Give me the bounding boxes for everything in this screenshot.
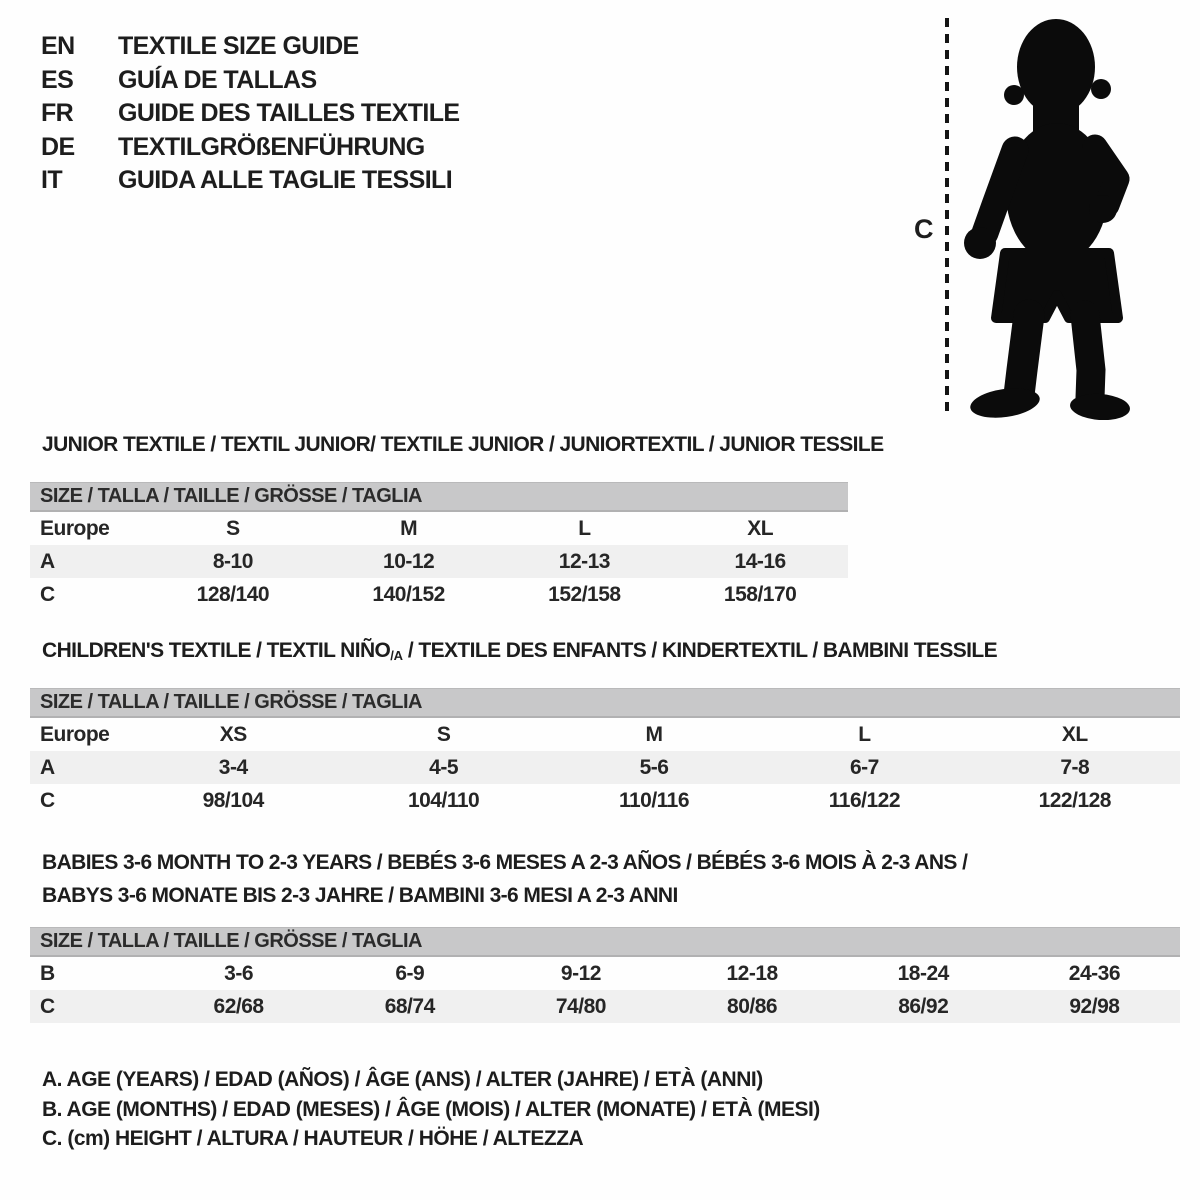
legend-line-age-months: B. AGE (MONTHS) / EDAD (MESES) / ÂGE (MOIS) / ALTER (MONATE) / ETÀ (MESI) [42, 1097, 820, 1121]
table-row-height [30, 990, 1180, 1023]
height-cell: 98/104 [202, 789, 264, 812]
size-cell: L [578, 517, 591, 540]
age-cell: 6-9 [395, 962, 425, 985]
height-cell: 122/128 [1038, 789, 1111, 812]
language-row-es [41, 64, 460, 98]
language-code: EN [41, 32, 75, 60]
size-cell: XL [747, 517, 774, 540]
height-cell: 140/152 [372, 583, 445, 606]
language-row-fr [41, 97, 460, 131]
age-cell: 7-8 [1060, 756, 1090, 779]
babies-section-title [42, 846, 967, 912]
row-label: Europe [40, 517, 110, 540]
row-label: B [40, 962, 55, 985]
row-label: C [40, 995, 55, 1018]
legend-line-age-years: A. AGE (YEARS) / EDAD (AÑOS) / ÂGE (ANS) / ALTER (JAHRE) / ETÀ (ANNI) [42, 1068, 763, 1091]
age-cell: 14-16 [734, 550, 786, 573]
legend-line-height: C. (cm) HEIGHT / ALTURA / HAUTEUR / HÖHE / ALTEZZA [42, 1127, 584, 1150]
table-row-age [30, 545, 848, 578]
children-section-title [42, 640, 997, 666]
height-cell: 92/98 [1069, 995, 1120, 1018]
height-cell: 86/92 [898, 995, 949, 1018]
size-cell: XS [219, 723, 247, 746]
language-list [41, 30, 460, 198]
height-cell: 116/122 [828, 789, 901, 812]
height-cell: 68/74 [384, 995, 435, 1018]
babies-title-line1: BABIES 3-6 MONTH TO 2-3 YEARS / BEBÉS 3-6 MESES A 2-3 AÑOS / BÉBÉS 3-6 MOIS À 2-3 ANS / [42, 851, 968, 874]
size-header-bar: SIZE / TALLA / TAILLE / GRÖSSE / TAGLIA [30, 688, 1180, 718]
height-cell: 104/110 [407, 789, 480, 812]
children-title-text: CHILDREN'S TEXTILE / TEXTIL NIÑO [42, 639, 391, 662]
row-label: C [40, 583, 55, 606]
age-cell: 3-6 [224, 962, 253, 985]
age-cell: 9-12 [560, 962, 601, 985]
language-code: ES [41, 65, 74, 94]
size-header-bar: SIZE / TALLA / TAILLE / GRÖSSE / TAGLIA [30, 927, 1180, 957]
junior-section-title: JUNIOR TEXTILE / TEXTIL JUNIOR/ TEXTILE JUNIOR / JUNIORTEXTIL / JUNIOR TESSILE [42, 433, 884, 456]
children-title-text: / TEXTILE DES ENFANTS / KINDERTEXTIL / BAMBINI TESSILE [402, 639, 998, 662]
size-header-bar: SIZE / TALLA / TAILLE / GRÖSSE / TAGLIA [30, 482, 848, 512]
children-size-table [30, 688, 1180, 817]
age-cell: 6-7 [849, 756, 879, 779]
height-cell: 128/140 [196, 583, 270, 606]
toddler-silhouette-icon [945, 15, 1145, 420]
babies-title-line2: BABYS 3-6 MONATE BIS 2-3 JAHRE / BAMBINI 3-6 MESI A 2-3 ANNI [42, 884, 678, 907]
language-title: GUIDE DES TAILLES TEXTILE [118, 99, 460, 127]
size-cell: M [645, 723, 663, 746]
age-cell: 24-36 [1068, 962, 1121, 985]
row-label: A [40, 756, 55, 779]
table-row-age-months [30, 957, 1180, 990]
language-title: TEXTILGRÖßENFÜHRUNG [118, 132, 425, 161]
language-title: TEXTILE SIZE GUIDE [118, 32, 359, 60]
age-cell: 10-12 [383, 550, 435, 573]
height-cell: 80/86 [727, 995, 778, 1018]
age-cell: 5-6 [639, 756, 669, 779]
language-row-it [41, 164, 460, 198]
language-row-en [41, 30, 460, 64]
row-label: C [40, 789, 55, 812]
size-cell: S [436, 723, 451, 746]
table-row-height [30, 578, 848, 611]
row-label: Europe [40, 723, 110, 746]
height-cell: 110/116 [618, 789, 690, 812]
age-cell: 3-4 [218, 756, 248, 779]
language-code: FR [41, 99, 74, 127]
height-marker-label: C [914, 214, 934, 244]
size-cell: M [400, 517, 418, 540]
age-cell: 8-10 [212, 550, 253, 573]
age-cell: 18-24 [897, 962, 949, 985]
table-row-region [30, 512, 848, 545]
height-cell: 158/170 [723, 583, 797, 606]
age-cell: 4-5 [429, 756, 459, 779]
babies-size-table [30, 927, 1180, 1023]
table-row-age [30, 751, 1180, 784]
language-title: GUÍA DE TALLAS [118, 65, 317, 94]
height-cell: 74/80 [555, 995, 606, 1018]
table-row-region [30, 718, 1180, 751]
language-title: GUIDA ALLE TAGLIE TESSILI [118, 166, 453, 194]
age-cell: 12-18 [726, 962, 778, 985]
language-code: IT [41, 166, 63, 194]
height-cell: 152/158 [548, 583, 621, 606]
table-row-height [30, 784, 1180, 817]
size-cell: L [858, 723, 871, 746]
measurement-legend [42, 1065, 820, 1154]
language-row-de [41, 131, 460, 165]
row-label: A [40, 550, 55, 573]
children-title-subscript: /A [390, 648, 403, 663]
size-cell: S [226, 517, 240, 540]
size-cell: XL [1061, 723, 1088, 746]
age-cell: 12-13 [558, 550, 610, 573]
junior-size-table [30, 482, 848, 611]
language-code: DE [41, 132, 75, 161]
height-cell: 62/68 [213, 995, 264, 1018]
